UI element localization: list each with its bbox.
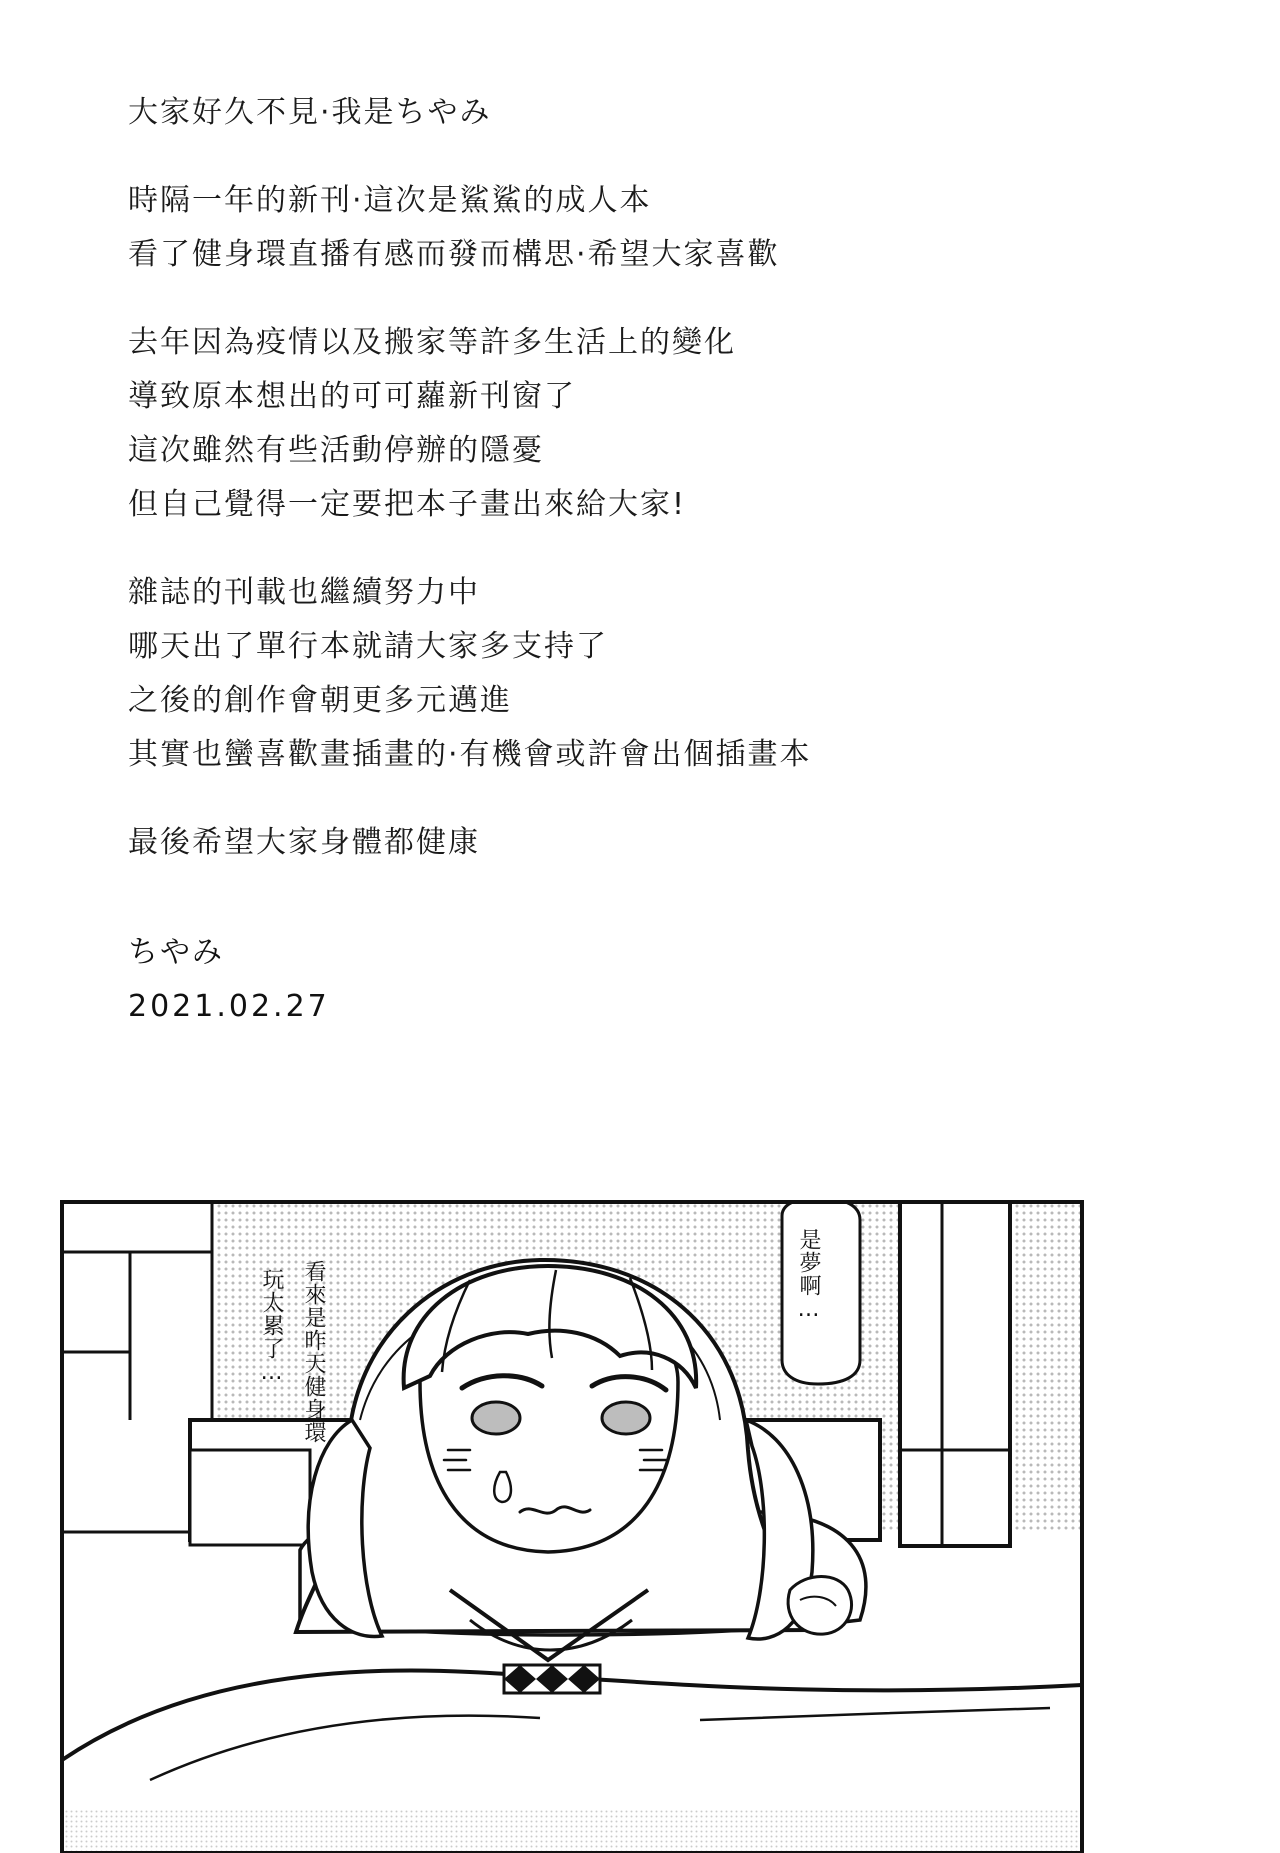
spacer bbox=[128, 140, 1128, 174]
afterword-paragraph-line: 其實也蠻喜歡畫插畫的·有機會或許會出個插畫本 bbox=[128, 737, 812, 772]
spacer bbox=[128, 782, 1128, 816]
afterword-greeting: 大家好久不見·我是ちやみ bbox=[128, 95, 492, 130]
dialogue-line-3: 是夢啊… bbox=[796, 1228, 821, 1323]
afterword-paragraph-line: 雜誌的刊載也繼續努力中 bbox=[128, 575, 480, 610]
spacer bbox=[128, 870, 1128, 926]
dialogue-line-2: 看來是昨天健身環 bbox=[301, 1260, 326, 1444]
afterword-paragraph-line: 看了健身環直播有感而發而構思·希望大家喜歡 bbox=[128, 237, 780, 272]
afterword-paragraph-line: 導致原本想出的可可蘿新刊窗了 bbox=[128, 379, 576, 414]
afterword-paragraph-line: 去年因為疫情以及搬家等許多生活上的變化 bbox=[128, 325, 736, 360]
afterword-paragraph-line: 之後的創作會朝更多元邁進 bbox=[128, 683, 512, 718]
spacer bbox=[128, 282, 1128, 316]
afterword-paragraph-line: 這次雖然有些活動停辦的隱憂 bbox=[128, 433, 544, 468]
afterword-paragraph-line: 最後希望大家身體都健康 bbox=[128, 825, 480, 860]
afterword-paragraph-line: 哪天出了單行本就請大家多支持了 bbox=[128, 629, 608, 664]
comic-panel bbox=[0, 1120, 1280, 1853]
afterword-text-block bbox=[128, 86, 1128, 1034]
author-signature: ちやみ bbox=[128, 935, 224, 970]
comic-panel-artwork bbox=[0, 1120, 1280, 1853]
afterword-date: 2021.02.27 bbox=[128, 989, 330, 1024]
afterword-paragraph-line: 時隔一年的新刊·這次是鯊鯊的成人本 bbox=[128, 183, 652, 218]
dialogue-line-1: 玩太累了… bbox=[259, 1268, 284, 1386]
afterword-paragraph-line: 但自己覺得一定要把本子畫出來給大家! bbox=[128, 487, 687, 522]
spacer bbox=[128, 532, 1128, 566]
